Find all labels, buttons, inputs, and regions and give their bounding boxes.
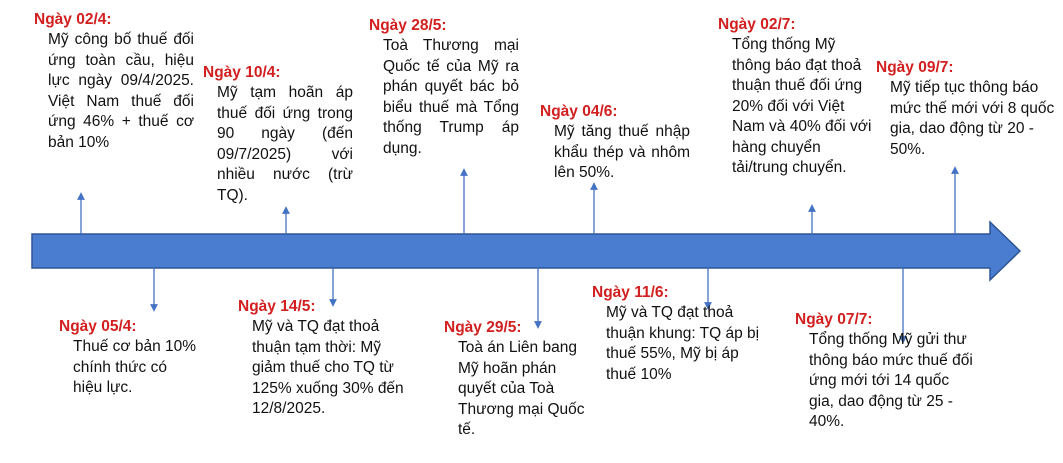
event-description: Mỹ tăng thuế nhập khẩu thép và nhôm lên 50%. <box>554 123 690 181</box>
event-card-9-7 <box>876 58 1056 160</box>
event-card-28-5 <box>369 16 519 159</box>
event-date: Ngày 11/6: <box>592 284 669 301</box>
event-card-4-6 <box>540 102 690 184</box>
event-date: Ngày 10/4: <box>203 64 281 81</box>
event-card-14-5 <box>238 297 418 420</box>
event-card-5-4 <box>59 317 199 399</box>
event-description: Tổng thống Mỹ thông báo đạt thoả thuận thuế đối ứng 20% đối với Việt Nam và 40% đối với hàng chuyển tải/trung chuyển. <box>732 36 872 176</box>
event-card-2-4 <box>34 10 194 153</box>
event-description: Mỹ và TQ đạt thoả thuận tạm thời: Mỹ giảm thuế cho TQ từ 125% xuống 30% đến 12/8/2025. <box>252 318 404 417</box>
event-date: Ngày 29/5: <box>444 319 522 336</box>
event-card-29-5 <box>444 318 594 441</box>
event-description: Tổng thống Mỹ gửi thư thông báo mức thuế đối ứng mới tới 14 quốc gia, dao động từ 25 - 40%. <box>809 331 973 430</box>
event-date: Ngày 02/4: <box>34 11 112 28</box>
timeline-arrow <box>32 222 1020 280</box>
event-date: Ngày 14/5: <box>238 298 316 315</box>
event-date: Ngày 02/7: <box>718 16 796 33</box>
event-card-11-6 <box>592 283 762 385</box>
event-date: Ngày 09/7: <box>876 59 954 76</box>
event-description: Mỹ và TQ đạt thoả thuận khung: TQ áp bị thuế 55%, Mỹ bị áp thuế 10% <box>606 304 760 383</box>
event-description: Mỹ tạm hoãn áp thuế đối ứng trong 90 ngày (đến 09/7/2025) với nhiều nước (trừ TQ). <box>217 84 353 204</box>
event-description: Thuế cơ bản 10% chính thức có hiệu lực. <box>73 338 197 396</box>
event-description: Toà án Liên bang Mỹ hoãn phán quyết của Toà Thương mại Quốc tế. <box>458 339 585 438</box>
event-date: Ngày 05/4: <box>59 318 137 335</box>
event-description: Mỹ công bố thuế đối ứng toàn cầu, hiệu lực ngày 09/4/2025. Việt Nam thuế đối ứng 46% + thuế cơ bản 10% <box>48 31 194 151</box>
event-card-10-4 <box>203 63 353 206</box>
event-date: Ngày 07/7: <box>795 311 873 328</box>
event-card-2-7 <box>718 15 873 179</box>
event-card-7-7 <box>795 310 975 433</box>
event-description: Toà Thương mại Quốc tế của Mỹ ra phán quyết bác bỏ biểu thuế mà Tổng thống Trump áp dụng. <box>383 37 519 157</box>
event-date: Ngày 04/6: <box>540 103 618 120</box>
event-description: Mỹ tiếp tục thông báo mức thế mới với 8 quốc gia, dao động từ 20 - 50%. <box>890 79 1055 158</box>
event-date: Ngày 28/5: <box>369 17 447 34</box>
